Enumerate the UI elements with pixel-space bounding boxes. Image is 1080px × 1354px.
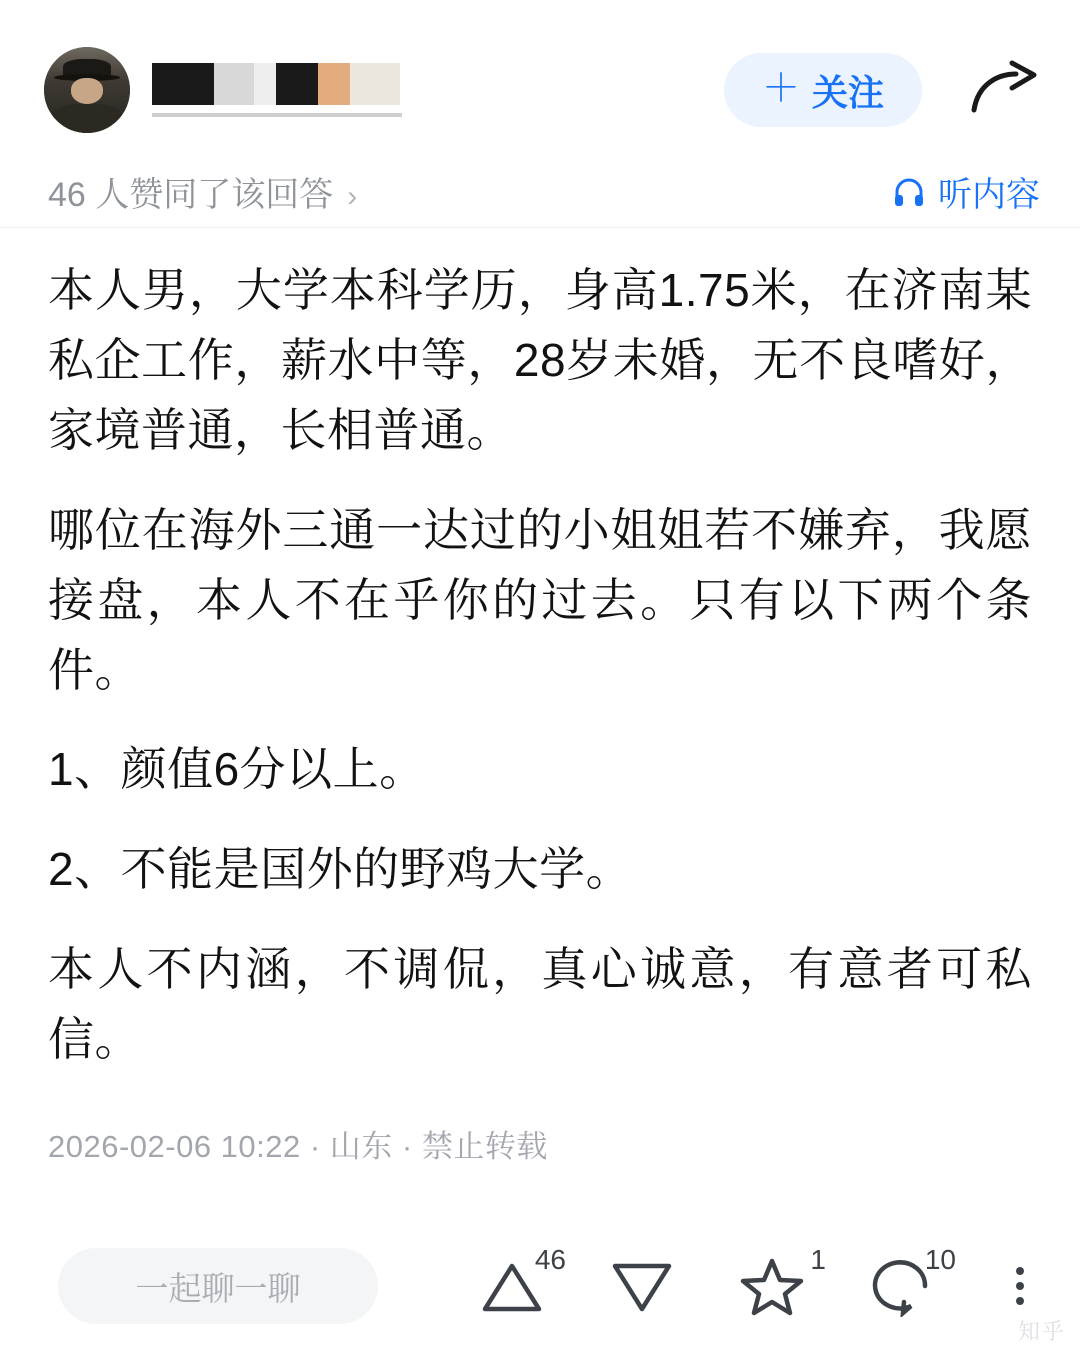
- answer-paragraph: 本人不内涵，不调侃，真心诚意，有意者可私信。: [48, 943, 1032, 1066]
- upvote-button[interactable]: [474, 1244, 566, 1324]
- answer-meta-row: [0, 150, 1080, 228]
- favorite-count: 1: [810, 1244, 826, 1275]
- author-name-block[interactable]: [152, 63, 402, 117]
- share-icon[interactable]: [968, 60, 1040, 120]
- comment-button[interactable]: [864, 1244, 956, 1324]
- follow-label: 关注: [811, 71, 884, 113]
- listen-button[interactable]: [892, 167, 1040, 216]
- header-actions: [724, 53, 1040, 127]
- answer-content: [0, 228, 1080, 1075]
- answer-header: [0, 0, 1080, 150]
- watermark: 知乎: [1017, 1319, 1066, 1344]
- chat-button-label: 一起聊一聊: [135, 1269, 301, 1307]
- author-name-underline: [152, 113, 402, 117]
- avatar-face: [71, 78, 104, 104]
- author-name-redacted: [152, 63, 402, 105]
- more-dots-icon[interactable]: [1000, 1256, 1040, 1316]
- upvote-summary[interactable]: [48, 167, 357, 216]
- answer-timestamp: 2026-02-06 10:22 · 山东 · 禁止转载: [48, 1129, 548, 1165]
- answer-paragraph: 1、颜值6分以上。: [48, 743, 426, 796]
- avatar-body: [51, 104, 123, 133]
- avatar[interactable]: [44, 47, 130, 133]
- listen-label: 听内容: [938, 176, 1040, 214]
- answer-paragraph: 哪位在海外三通一达过的小姐姐若不嫌弃，我愿接盘，本人不在乎你的过去。只有以下两个条件。: [48, 503, 1032, 696]
- downvote-button[interactable]: [604, 1248, 680, 1324]
- favorite-button[interactable]: [734, 1244, 826, 1324]
- answer-action-bar: [0, 1218, 1080, 1354]
- plus-icon: ＋: [761, 68, 800, 110]
- upvote-summary-label: 46 人赞同了该回答: [48, 176, 334, 214]
- chevron-right-icon: ›: [347, 180, 358, 213]
- action-icon-group: [474, 1244, 1040, 1324]
- answer-paragraph: 2、不能是国外的野鸡大学。: [48, 843, 633, 896]
- upvote-count: 46: [534, 1244, 566, 1275]
- comment-count: 10: [924, 1244, 956, 1275]
- chat-button[interactable]: [58, 1248, 378, 1324]
- headphones-icon: [892, 175, 926, 209]
- answer-paragraph: 本人男，大学本科学历，身高1.75米，在济南某私企工作，薪水中等，28岁未婚，无不良嗜好，家境普通，长相普通。: [48, 264, 1032, 456]
- follow-button[interactable]: [724, 53, 922, 127]
